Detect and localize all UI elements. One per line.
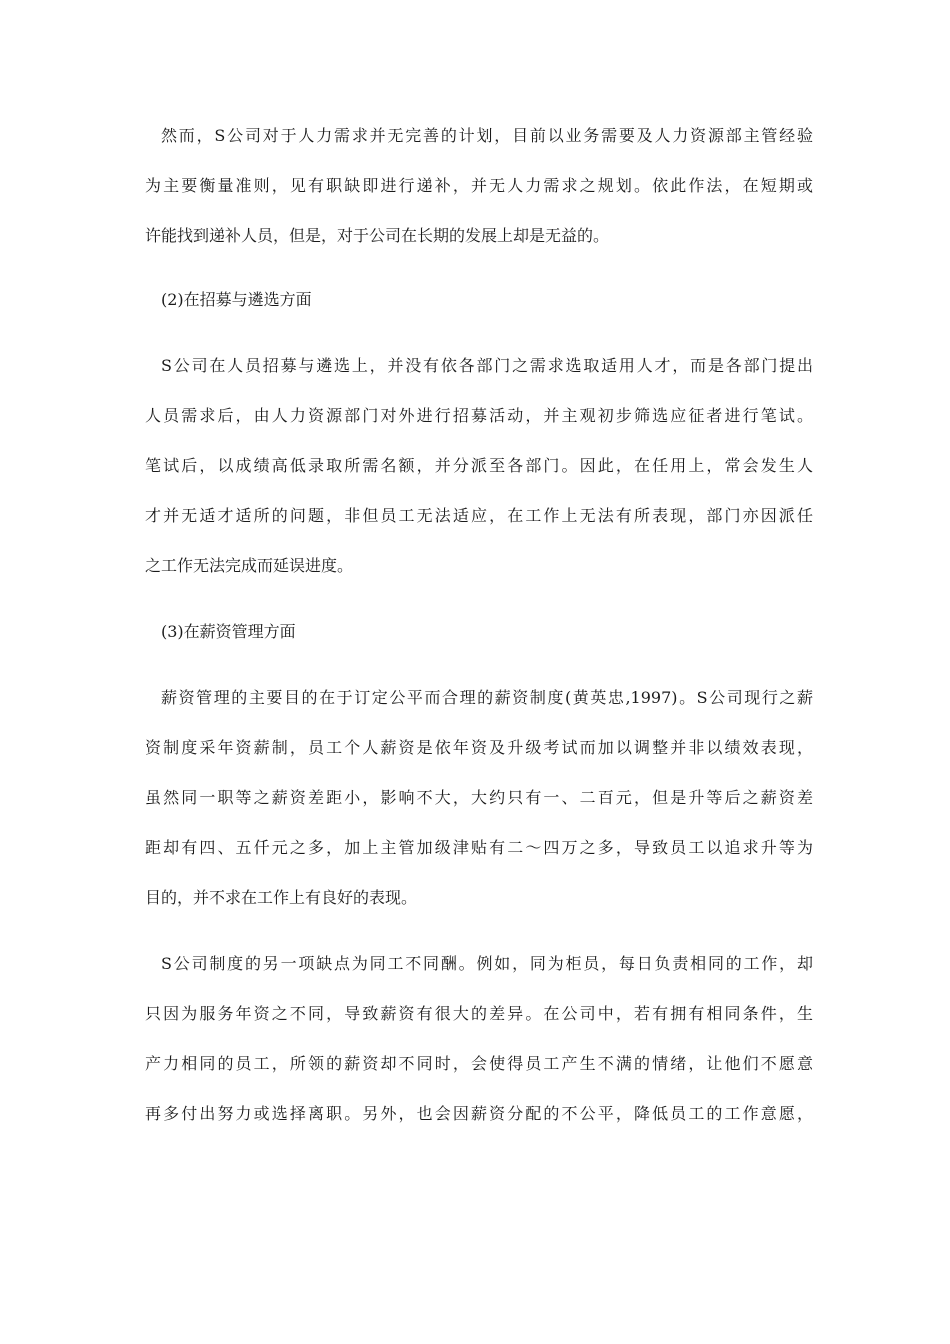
paragraph-2-line-4: 才并无适才适所的问题，非但员工无法适应，在工作上无法有所表现，部门亦因派任 (145, 506, 813, 525)
paragraph-3-line-5: 目的，并不求在工作上有良好的表现。 (145, 888, 418, 907)
section-heading-2: (2)在招募与遴选方面 (161, 290, 312, 309)
paragraph-3-line-4: 距却有四、五仟元之多，加上主管加级津贴有二～四万之多，导致员工以追求升等为 (145, 838, 813, 857)
paragraph-3-line-3: 虽然同一职等之薪资差距小，影响不大，大约只有一、二百元，但是升等后之薪资差 (145, 788, 813, 807)
paragraph-3-line-1: 薪资管理的主要目的在于订定公平而合理的薪资制度(黄英忠,1997)。S公司现行之薪 (161, 688, 813, 707)
paragraph-4-line-4: 再多付出努力或选择离职。另外，也会因薪资分配的不公平，降低员工的工作意愿， (145, 1104, 813, 1123)
paragraph-2-line-5: 之工作无法完成而延误进度。 (145, 556, 354, 575)
section-heading-3: (3)在薪资管理方面 (161, 622, 296, 641)
paragraph-2-line-3: 笔试后，以成绩高低录取所需名额，并分派至各部门。因此，在任用上，常会发生人 (145, 456, 813, 475)
paragraph-4-line-2: 只因为服务年资之不同，导致薪资有很大的差异。在公司中，若有拥有相同条件，生 (145, 1004, 813, 1023)
paragraph-2-line-2: 人员需求后，由人力资源部门对外进行招募活动，并主观初步筛选应征者进行笔试。 (145, 406, 813, 425)
paragraph-1-line-3: 许能找到递补人员，但是，对于公司在长期的发展上却是无益的。 (145, 226, 610, 245)
paragraph-1-line-2: 为主要衡量准则，见有职缺即进行递补，并无人力需求之规划。依此作法，在短期或 (145, 176, 813, 195)
paragraph-2-line-1: S公司在人员招募与遴选上，并没有依各部门之需求选取适用人才，而是各部门提出 (161, 356, 813, 375)
paragraph-4-line-3: 产力相同的员工，所领的薪资却不同时，会使得员工产生不满的情绪，让他们不愿意 (145, 1054, 813, 1073)
paragraph-1-line-1: 然而，S公司对于人力需求并无完善的计划，目前以业务需要及人力资源部主管经验 (161, 126, 813, 145)
paragraph-3-line-2: 资制度采年资薪制，员工个人薪资是依年资及升级考试而加以调整并非以绩效表现， (145, 738, 813, 757)
paragraph-4-line-1: S公司制度的另一项缺点为同工不同酬。例如，同为柜员，每日负责相同的工作，却 (161, 954, 813, 973)
